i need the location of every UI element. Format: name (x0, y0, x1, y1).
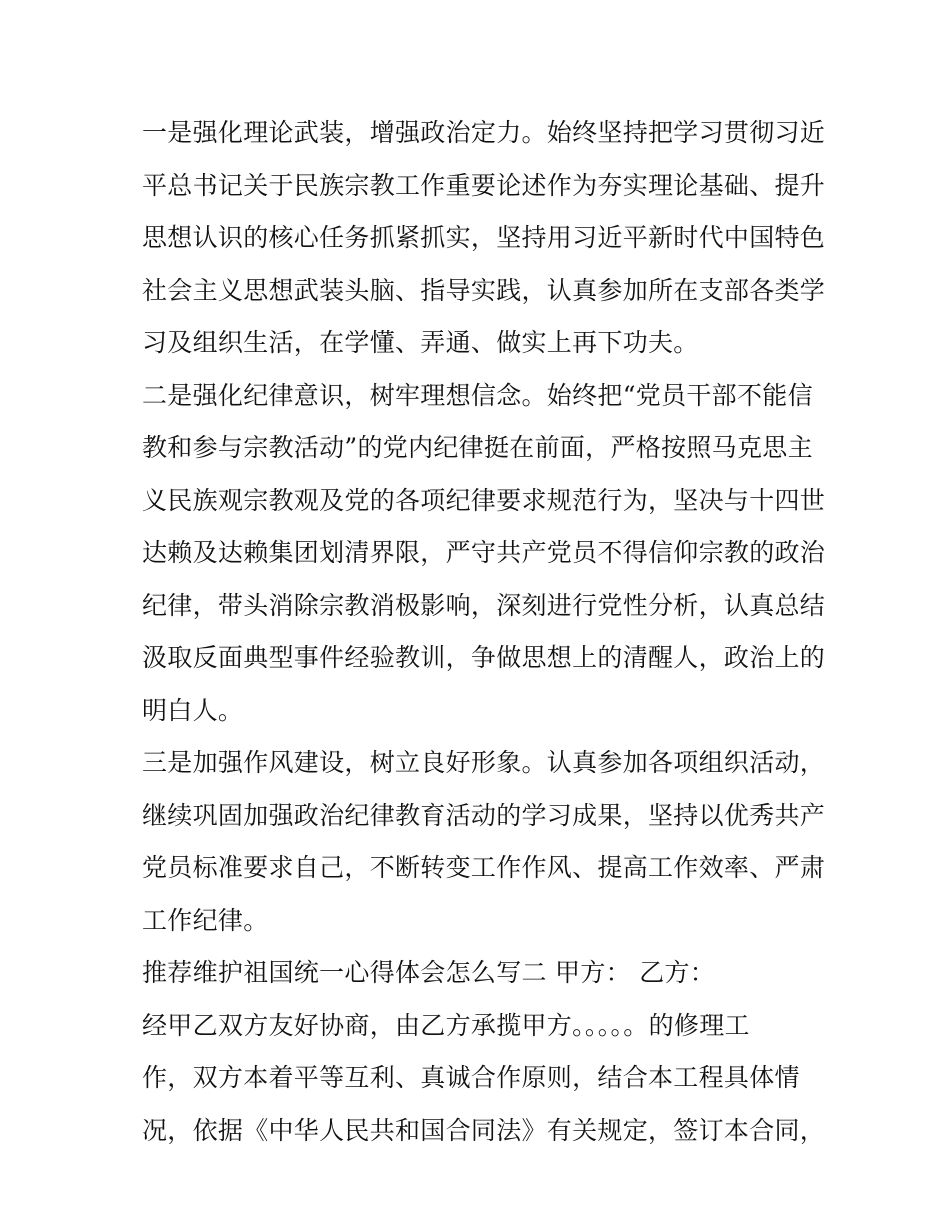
text-line: 继续巩固加强政治纪律教育活动的学习成果，坚持以优秀共产 (142, 800, 826, 830)
text-line: 二是强化纪律意识，树牢理想信念。始终把“党员干部不能信 (142, 380, 813, 410)
text-line: 明白人。 (142, 695, 244, 725)
text-line: 平总书记关于民族宗教工作重要论述作为夯实理论基础、提升 (142, 170, 826, 200)
text-line: 况，依据《中华人民共和国合同法》有关规定，签订本合同， (142, 1115, 826, 1145)
text-line: 义民族观宗教观及党的各项纪律要求规范行为，坚决与十四世 (142, 485, 826, 515)
text-line: 社会主义思想武装头脑、指导实践，认真参加所在支部各类学 (142, 275, 826, 305)
text-line: 工作纪律。 (142, 905, 269, 935)
text-line: 一是强化理论武装，增强政治定力。始终坚持把学习贯彻习近 (142, 118, 826, 147)
text-line: 教和参与宗教活动”的党内纪律挺在前面，严格按照马克思主 (142, 433, 813, 462)
document-body (142, 107, 826, 1157)
text-line: 达赖及达赖集团划清界限，严守共产党员不得信仰宗教的政治 (142, 538, 826, 567)
text-line: 汲取反面典型事件经验教训，争做思想上的清醒人，政治上的 (142, 643, 826, 672)
text-line: 思想认识的核心任务抓紧抓实，坚持用习近平新时代中国特色 (142, 223, 826, 252)
text-line: 经甲乙双方友好协商，由乙方承揽甲方。。。。。的修理工 (142, 1010, 750, 1040)
text-line: 习及组织生活，在学懂、弄通、做实上再下功夫。 (142, 328, 699, 357)
text-line: 三是加强作风建设，树立良好形象。认真参加各项组织活动， (142, 748, 826, 777)
text-line: 推荐维护祖国统一心得体会怎么写二 甲方： 乙方： (142, 958, 716, 987)
text-line: 作，双方本着平等互利、真诚合作原则，结合本工程具体情 (142, 1063, 800, 1092)
text-line: 纪律，带头消除宗教消极影响，深刻进行党性分析，认真总结 (142, 590, 826, 620)
text-line: 党员标准要求自己，不断转变工作作风、提高工作效率、严肃 (142, 853, 826, 882)
